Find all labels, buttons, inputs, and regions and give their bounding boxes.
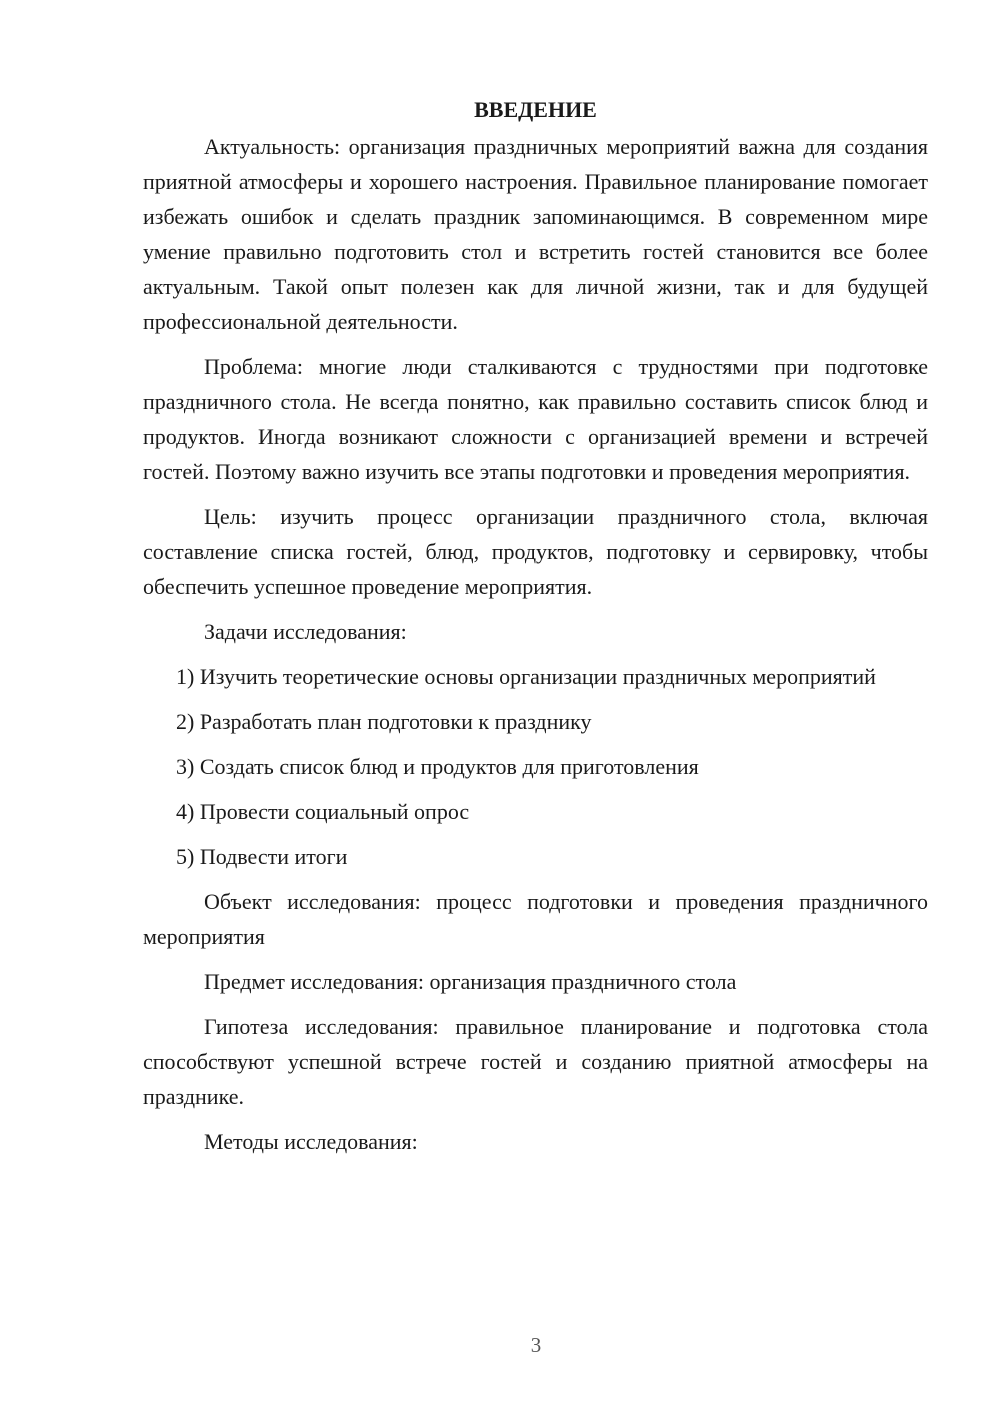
page-number: 3 — [530, 1333, 542, 1357]
task-item: 1) Изучить теоретические основы организации праздничных мероприятий — [176, 664, 876, 689]
subject-paragraph: Предмет исследования: организация праздничного стола — [204, 969, 737, 994]
task-item: 5) Подвести итоги — [176, 844, 348, 869]
methods-title: Методы исследования: — [204, 1129, 418, 1154]
problem-paragraph: Проблема: многие люди сталкиваются с трудностями при подготовке праздничного стола. Не всегда понятно, как правильно составить список блюд и продуктов. Иногда возникают сложности с организацией времени и встречей гостей. Поэтому важно изучить все этапы подготовки и проведения мероприятия. — [143, 354, 928, 484]
task-item: 2) Разработать план подготовки к празднику — [176, 709, 592, 734]
goal-paragraph: Цель: изучить процесс организации праздничного стола, включая составление списка гостей, блюд, продуктов, подготовку и сервировку, чтобы обеспечить успешное проведение мероприятия. — [143, 504, 928, 599]
page-content — [143, 92, 928, 1169]
task-item: 4) Провести социальный опрос — [176, 799, 470, 824]
hypothesis-paragraph: Гипотеза исследования: правильное планирование и подготовка стола способствуют успешной встрече гостей и созданию приятной атмосферы на празднике. — [143, 1014, 928, 1109]
relevance-paragraph: Актуальность: организация праздничных мероприятий важна для создания приятной атмосферы и хорошего настроения. Правильное планирование помогает избежать ошибок и сделать праздник запоминающимся. В современном мире умение правильно подготовить стол и встретить гостей становится все более актуальным. Такой опыт полезен как для личной жизни, так и для будущей профессиональной деятельности. — [143, 134, 928, 334]
tasks-title: Задачи исследования: — [204, 619, 407, 644]
object-paragraph: Объект исследования: процесс подготовки и проведения праздничного мероприятия — [143, 889, 928, 949]
section-heading: ВВЕДЕНИЕ — [474, 97, 597, 122]
task-item: 3) Создать список блюд и продуктов для приготовления — [176, 754, 699, 779]
